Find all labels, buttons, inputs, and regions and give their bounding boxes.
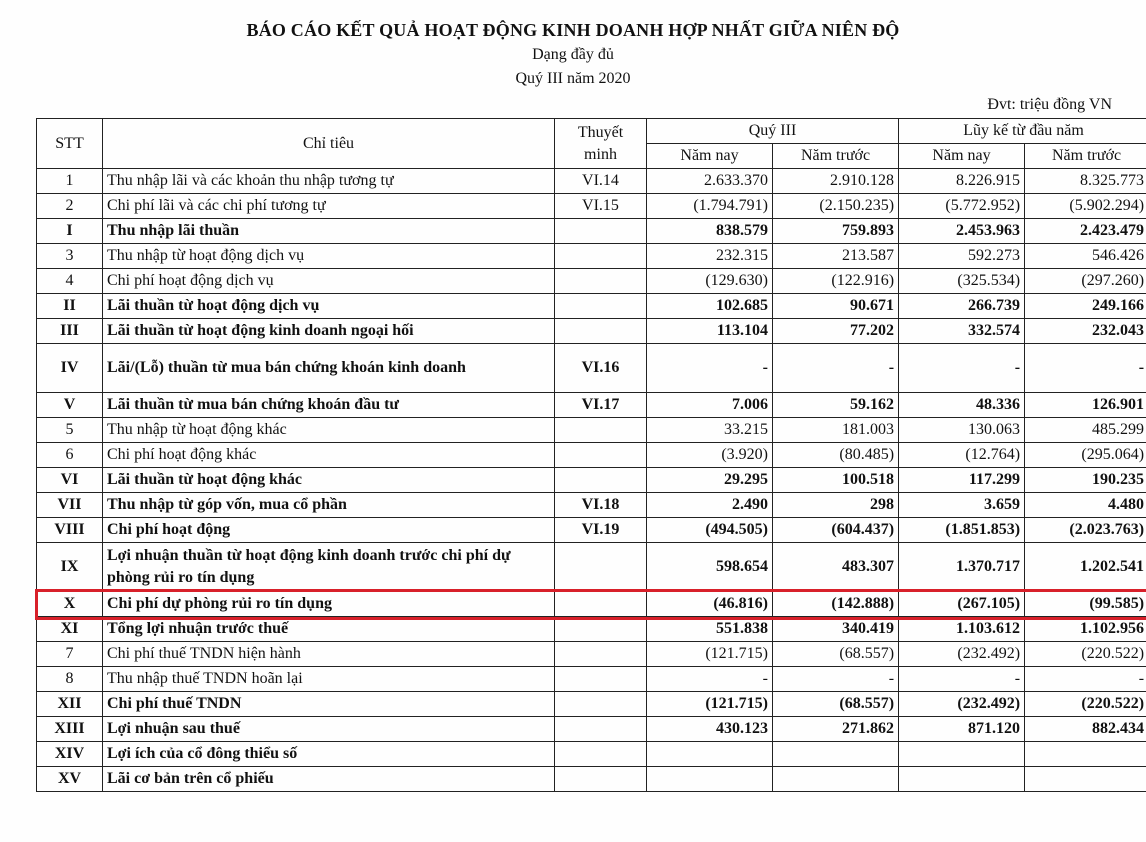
row-ytd-last-year: 485.299 xyxy=(1025,418,1146,443)
row-quarter-this-year: (121.715) xyxy=(647,692,773,717)
row-ytd-last-year: (5.902.294) xyxy=(1025,194,1146,219)
row-note xyxy=(555,244,647,269)
row-ytd-last-year: (297.260) xyxy=(1025,269,1146,294)
row-quarter-last-year: 271.862 xyxy=(773,717,899,742)
row-ytd-this-year: 130.063 xyxy=(899,418,1025,443)
row-note xyxy=(555,543,647,592)
row-quarter-this-year: (494.505) xyxy=(647,518,773,543)
row-ytd-last-year: 126.901 xyxy=(1025,393,1146,418)
row-note xyxy=(555,617,647,642)
row-ytd-this-year: - xyxy=(899,667,1025,692)
row-stt: XI xyxy=(37,617,103,642)
row-label: Chi phí thuế TNDN hiện hành xyxy=(103,642,555,667)
row-ytd-this-year: (5.772.952) xyxy=(899,194,1025,219)
table-row xyxy=(37,294,1146,319)
row-note xyxy=(555,219,647,244)
row-note xyxy=(555,269,647,294)
header-indicator: Chỉ tiêu xyxy=(103,119,555,169)
row-label: Chi phí thuế TNDN xyxy=(103,692,555,717)
row-label: Chi phí hoạt động khác xyxy=(103,443,555,468)
row-quarter-last-year: 100.518 xyxy=(773,468,899,493)
row-note xyxy=(555,418,647,443)
income-statement-table xyxy=(36,118,1146,792)
row-quarter-this-year: 598.654 xyxy=(647,543,773,592)
row-ytd-this-year: (325.534) xyxy=(899,269,1025,294)
row-ytd-this-year xyxy=(899,742,1025,767)
row-note xyxy=(555,443,647,468)
row-label: Chi phí dự phòng rủi ro tín dụng xyxy=(103,592,555,617)
row-label: Lợi ích của cổ đông thiểu số xyxy=(103,742,555,767)
table-row xyxy=(37,468,1146,493)
row-ytd-last-year xyxy=(1025,767,1146,792)
row-ytd-last-year: 190.235 xyxy=(1025,468,1146,493)
row-quarter-this-year: 113.104 xyxy=(647,319,773,344)
row-label: Lãi thuần từ hoạt động kinh doanh ngoại hối xyxy=(103,319,555,344)
row-quarter-this-year: (129.630) xyxy=(647,269,773,294)
row-quarter-this-year: (46.816) xyxy=(647,592,773,617)
table-row xyxy=(37,269,1146,294)
row-quarter-this-year: (3.920) xyxy=(647,443,773,468)
row-quarter-last-year: (68.557) xyxy=(773,692,899,717)
header-quarter-group: Quý III xyxy=(647,119,899,144)
row-label: Lãi thuần từ mua bán chứng khoán đầu tư xyxy=(103,393,555,418)
row-ytd-last-year: - xyxy=(1025,667,1146,692)
row-quarter-last-year: 59.162 xyxy=(773,393,899,418)
row-ytd-last-year: 249.166 xyxy=(1025,294,1146,319)
header-note-line1: Thuyết xyxy=(577,123,624,141)
row-ytd-this-year: 3.659 xyxy=(899,493,1025,518)
table-row xyxy=(37,518,1146,543)
row-ytd-last-year: 4.480 xyxy=(1025,493,1146,518)
row-label: Lãi cơ bản trên cổ phiếu xyxy=(103,767,555,792)
row-label: Tổng lợi nhuận trước thuế xyxy=(103,617,555,642)
row-quarter-last-year: 483.307 xyxy=(773,543,899,592)
row-ytd-this-year: (267.105) xyxy=(899,592,1025,617)
row-quarter-this-year: 430.123 xyxy=(647,717,773,742)
row-label: Lợi nhuận sau thuế xyxy=(103,717,555,742)
row-stt: 2 xyxy=(37,194,103,219)
row-stt: 8 xyxy=(37,667,103,692)
row-quarter-last-year: (80.485) xyxy=(773,443,899,468)
row-stt: 1 xyxy=(37,169,103,194)
row-label: Lãi thuần từ hoạt động dịch vụ xyxy=(103,294,555,319)
row-stt: VIII xyxy=(37,518,103,543)
row-label: Thu nhập từ góp vốn, mua cổ phần xyxy=(103,493,555,518)
row-label: Chi phí hoạt động xyxy=(103,518,555,543)
row-quarter-this-year: 551.838 xyxy=(647,617,773,642)
row-ytd-this-year: (12.764) xyxy=(899,443,1025,468)
row-note: VI.14 xyxy=(555,169,647,194)
report-subtitle: Dạng đầy đủ xyxy=(532,46,614,63)
row-note xyxy=(555,294,647,319)
row-ytd-this-year: (232.492) xyxy=(899,642,1025,667)
row-stt: 5 xyxy=(37,418,103,443)
row-note xyxy=(555,767,647,792)
row-note xyxy=(555,742,647,767)
row-stt: X xyxy=(37,592,103,617)
row-ytd-last-year: 546.426 xyxy=(1025,244,1146,269)
row-ytd-this-year: 266.739 xyxy=(899,294,1025,319)
row-label: Thu nhập từ hoạt động khác xyxy=(103,418,555,443)
row-note xyxy=(555,642,647,667)
row-note xyxy=(555,319,647,344)
header-ytd-group: Lũy kế từ đầu năm xyxy=(899,119,1146,144)
row-label: Thu nhập lãi thuần xyxy=(103,219,555,244)
row-ytd-this-year: - xyxy=(899,344,1025,393)
row-ytd-this-year: 332.574 xyxy=(899,319,1025,344)
row-quarter-last-year: - xyxy=(773,344,899,393)
row-ytd-this-year: 1.370.717 xyxy=(899,543,1025,592)
row-note: VI.18 xyxy=(555,493,647,518)
row-ytd-last-year: (220.522) xyxy=(1025,642,1146,667)
row-stt: 6 xyxy=(37,443,103,468)
row-ytd-last-year: (2.023.763) xyxy=(1025,518,1146,543)
table-row xyxy=(37,617,1146,642)
row-quarter-this-year xyxy=(647,767,773,792)
header-quarter-this-year: Năm nay xyxy=(647,144,773,169)
row-quarter-this-year: 2.633.370 xyxy=(647,169,773,194)
row-note xyxy=(555,667,647,692)
table-row xyxy=(37,592,1146,617)
row-quarter-last-year: 181.003 xyxy=(773,418,899,443)
table-row xyxy=(37,443,1146,468)
row-quarter-last-year: 90.671 xyxy=(773,294,899,319)
row-note xyxy=(555,468,647,493)
row-stt: VII xyxy=(37,493,103,518)
row-stt: II xyxy=(37,294,103,319)
table-row xyxy=(37,667,1146,692)
header-note-line2: minh xyxy=(584,145,617,163)
row-ytd-last-year: - xyxy=(1025,344,1146,393)
row-quarter-this-year: 29.295 xyxy=(647,468,773,493)
row-quarter-last-year: 77.202 xyxy=(773,319,899,344)
table-row xyxy=(37,742,1146,767)
row-stt: 3 xyxy=(37,244,103,269)
row-stt: 4 xyxy=(37,269,103,294)
table-row xyxy=(37,344,1146,393)
unit-label: Đvt: triệu đồng VN xyxy=(987,96,1112,113)
report-period: Quý III năm 2020 xyxy=(515,70,631,87)
table-row xyxy=(37,692,1146,717)
row-quarter-last-year: 213.587 xyxy=(773,244,899,269)
row-quarter-last-year: 298 xyxy=(773,493,899,518)
row-stt: VI xyxy=(37,468,103,493)
row-quarter-this-year: - xyxy=(647,344,773,393)
row-ytd-this-year: 48.336 xyxy=(899,393,1025,418)
row-note xyxy=(555,692,647,717)
table-row xyxy=(37,642,1146,667)
row-stt: V xyxy=(37,393,103,418)
row-stt: XII xyxy=(37,692,103,717)
row-ytd-last-year: (295.064) xyxy=(1025,443,1146,468)
table-row xyxy=(37,169,1146,194)
header-ytd-last-year: Năm trước xyxy=(1025,144,1146,169)
row-ytd-last-year: (99.585) xyxy=(1025,592,1146,617)
row-note: VI.16 xyxy=(555,344,647,393)
header-ytd-this-year: Năm nay xyxy=(899,144,1025,169)
row-quarter-this-year xyxy=(647,742,773,767)
row-ytd-last-year: (220.522) xyxy=(1025,692,1146,717)
table-row xyxy=(37,717,1146,742)
row-ytd-last-year: 8.325.773 xyxy=(1025,169,1146,194)
row-quarter-last-year: (142.888) xyxy=(773,592,899,617)
row-ytd-this-year: (1.851.853) xyxy=(899,518,1025,543)
row-ytd-last-year: 1.202.541 xyxy=(1025,543,1146,592)
row-ytd-this-year: 871.120 xyxy=(899,717,1025,742)
row-ytd-this-year: 8.226.915 xyxy=(899,169,1025,194)
row-quarter-this-year: (1.794.791) xyxy=(647,194,773,219)
row-label: Lãi/(Lỗ) thuần từ mua bán chứng khoán kinh doanh xyxy=(103,344,555,393)
row-quarter-this-year: - xyxy=(647,667,773,692)
row-label: Lãi thuần từ hoạt động khác xyxy=(103,468,555,493)
table-header xyxy=(37,119,1146,169)
table-body xyxy=(37,169,1146,792)
table-row xyxy=(37,194,1146,219)
table-row xyxy=(37,543,1146,592)
table-row xyxy=(37,493,1146,518)
row-note: VI.19 xyxy=(555,518,647,543)
row-quarter-last-year xyxy=(773,742,899,767)
row-stt: XV xyxy=(37,767,103,792)
row-stt: IX xyxy=(37,543,103,592)
row-note xyxy=(555,592,647,617)
row-quarter-last-year: (604.437) xyxy=(773,518,899,543)
row-quarter-this-year: 2.490 xyxy=(647,493,773,518)
row-stt: 7 xyxy=(37,642,103,667)
row-ytd-last-year: 2.423.479 xyxy=(1025,219,1146,244)
row-quarter-last-year: 759.893 xyxy=(773,219,899,244)
row-label: Lợi nhuận thuần từ hoạt động kinh doanh trước chi phí dự phòng rủi ro tín dụng xyxy=(103,543,555,592)
row-ytd-this-year: 117.299 xyxy=(899,468,1025,493)
table-row xyxy=(37,244,1146,269)
row-quarter-last-year: 340.419 xyxy=(773,617,899,642)
row-quarter-last-year xyxy=(773,767,899,792)
row-quarter-this-year: 33.215 xyxy=(647,418,773,443)
row-quarter-this-year: 838.579 xyxy=(647,219,773,244)
row-quarter-this-year: 102.685 xyxy=(647,294,773,319)
row-stt: XIII xyxy=(37,717,103,742)
row-stt: XIV xyxy=(37,742,103,767)
row-label: Thu nhập thuế TNDN hoãn lại xyxy=(103,667,555,692)
row-ytd-last-year: 232.043 xyxy=(1025,319,1146,344)
row-stt: III xyxy=(37,319,103,344)
row-ytd-this-year: 592.273 xyxy=(899,244,1025,269)
row-ytd-last-year: 1.102.956 xyxy=(1025,617,1146,642)
row-quarter-this-year: 232.315 xyxy=(647,244,773,269)
table-row xyxy=(37,219,1146,244)
row-quarter-last-year: (2.150.235) xyxy=(773,194,899,219)
table-row xyxy=(37,393,1146,418)
row-note xyxy=(555,717,647,742)
row-label: Thu nhập lãi và các khoản thu nhập tương tự xyxy=(103,169,555,194)
table-row xyxy=(37,418,1146,443)
row-ytd-this-year: 2.453.963 xyxy=(899,219,1025,244)
row-quarter-last-year: (122.916) xyxy=(773,269,899,294)
row-label: Thu nhập từ hoạt động dịch vụ xyxy=(103,244,555,269)
row-ytd-this-year: 1.103.612 xyxy=(899,617,1025,642)
row-stt: IV xyxy=(37,344,103,393)
row-ytd-this-year xyxy=(899,767,1025,792)
report-title: BÁO CÁO KẾT QUẢ HOẠT ĐỘNG KINH DOANH HỢP NHẤT GIỮA NIÊN ĐỘ xyxy=(246,20,900,40)
row-quarter-last-year: (68.557) xyxy=(773,642,899,667)
row-ytd-last-year xyxy=(1025,742,1146,767)
table-row xyxy=(37,319,1146,344)
row-ytd-last-year: 882.434 xyxy=(1025,717,1146,742)
row-quarter-last-year: 2.910.128 xyxy=(773,169,899,194)
row-label: Chi phí hoạt động dịch vụ xyxy=(103,269,555,294)
row-quarter-this-year: 7.006 xyxy=(647,393,773,418)
header-stt: STT xyxy=(37,119,103,169)
header-quarter-last-year: Năm trước xyxy=(773,144,899,169)
row-stt: I xyxy=(37,219,103,244)
header-note xyxy=(555,119,647,169)
row-note: VI.15 xyxy=(555,194,647,219)
row-quarter-this-year: (121.715) xyxy=(647,642,773,667)
row-note: VI.17 xyxy=(555,393,647,418)
row-ytd-this-year: (232.492) xyxy=(899,692,1025,717)
row-label: Chi phí lãi và các chi phí tương tự xyxy=(103,194,555,219)
table-row xyxy=(37,767,1146,792)
row-quarter-last-year: - xyxy=(773,667,899,692)
